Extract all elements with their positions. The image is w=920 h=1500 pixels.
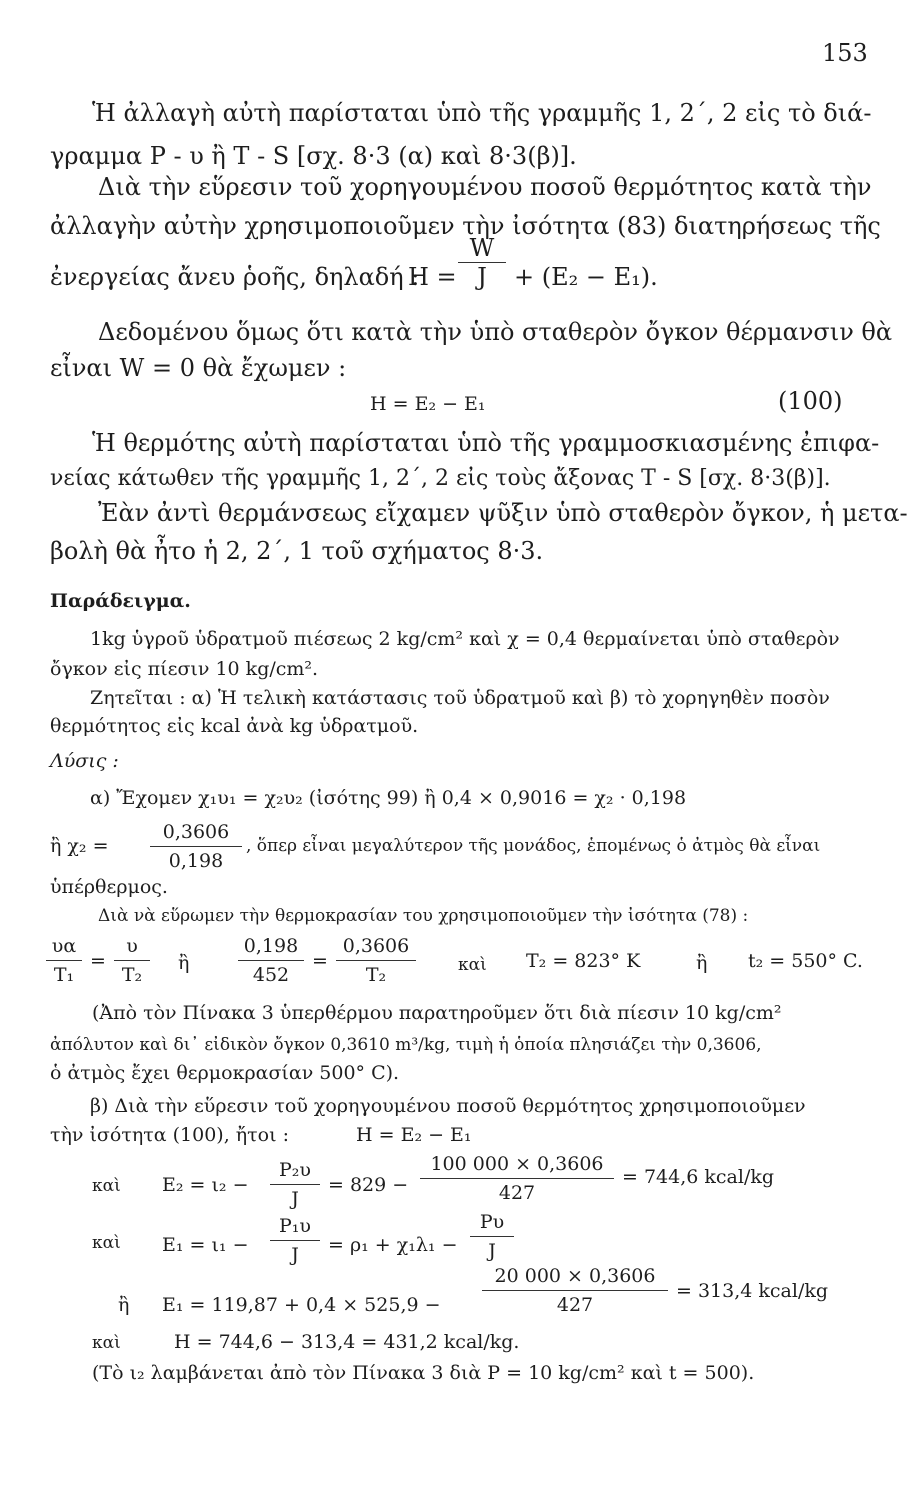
text-line: 1kg ὑγροῦ ὑδρατμοῦ πιέσεως 2 kg/cm² καὶ χ = 0,4 θερμαίνεται ὑπὸ σταθερὸν [90,628,840,650]
fraction-numerator: 0,3606 [342,935,410,957]
fraction-denominator: 427 [556,1294,594,1316]
fraction-numerator: υ [126,935,138,957]
fraction-va-t1 [46,934,82,987]
text-or: ἢ [118,1294,130,1316]
text-line: Διὰ τὴν εὕρεσιν τοῦ χορηγουμένου ποσοῦ θερμότητος κατὰ τὴν [98,173,872,201]
result-e2: = 744,6 kcal/kg [622,1166,775,1188]
text-line: νείας κάτωθεν τῆς γραμμῆς 1, 2΄, 2 εἰς τοὺς ἄξονας T - S [σχ. 8·3(β)]. [50,466,831,491]
result-t2-celsius: t₂ = 550° C. [748,950,863,972]
fraction-bar [46,960,82,961]
fraction-bar [114,960,150,961]
solution-label: Λύσις : [50,750,119,772]
fraction-numerator: 100 000 × 0,3606 [430,1153,604,1175]
fraction-numerator: 0,198 [243,935,299,957]
fraction-bar [150,846,242,847]
fraction-bar [470,1236,514,1237]
fraction-x2 [150,820,242,873]
text-line: εἶναι W = 0 θὰ ἔχωμεν : [50,354,347,382]
equation-middle: = ρ₁ + χ₁λ₁ − [328,1234,458,1256]
footnote-line: (Τὸ ι₂ λαμβάνεται ἀπὸ τὸν Πίνακα 3 διὰ P = 10 kg/cm² καὶ t = 500). [92,1362,755,1384]
fraction-denominator: T₂ [121,964,143,986]
text-and: καὶ [92,1233,121,1253]
text-line: ὁ ἀτμὸς ἔχει θερμοκρασίαν 500° C). [50,1062,400,1084]
fraction-p1v-j [270,1214,320,1267]
text-line: τὴν ἰσότητα (100), ἤτοι : [50,1124,290,1146]
section-heading: Παράδειγμα. [50,590,191,612]
fraction-denominator: T₂ [365,964,387,986]
fraction-100000 [420,1152,614,1205]
text-line: ὑπέρθερμος. [50,876,168,898]
text-line: β) Διὰ τὴν εὕρεσιν τοῦ χορηγουμένου ποσοῦ θερμότητος χρησιμοποιοῦμεν [90,1095,806,1117]
text-line: ἀλλαγὴν αὐτὴν χρησιμοποιοῦμεν τὴν ἰσότητα (83) διατηρήσεως τῆς [50,212,881,240]
fraction-v-t2 [114,934,150,987]
result-t2-kelvin: T₂ = 823° K [526,950,641,972]
page-number: 153 [822,39,868,67]
result-h: H = 744,6 − 313,4 = 431,2 kcal/kg. [174,1331,520,1353]
fraction-numerator: P₂υ [279,1159,311,1181]
fraction-w-over-j [458,236,506,289]
fraction-bar [482,1290,668,1291]
equation-rhs: + (E₂ − E₁). [514,263,658,291]
fraction-denominator: 452 [252,964,290,986]
fraction-numerator: W [469,234,495,262]
equals-sign: = [312,950,328,972]
text-line: ἀπόλυτον καὶ δι᾽ εἰδικὸν ὄγκον 0,3610 m³/kg, τιμὴ ἡ ὁποία πλησιάζει τὴν 0,3606, [50,1035,762,1055]
text-line: ὄγκον εἰς πίεσιν 10 kg/cm². [50,658,319,680]
fraction-03606-t2 [336,934,416,987]
text-line: θερμότητος εἰς kcal ἀνὰ kg ὑδρατμοῦ. [50,715,419,737]
fraction-denominator: J [477,263,487,291]
text-line: Διὰ νὰ εὕρωμεν τὴν θερμοκρασίαν του χρησιμοποιοῦμεν τὴν ἰσότητα (78) : [98,906,749,926]
equation-middle: = 829 − [328,1174,409,1196]
equation-100: H = E₂ − E₁ [370,393,486,415]
text-line: Ζητεῖται : α) Ἡ τελικὴ κατάστασις τοῦ ὑδρατμοῦ καὶ β) τὸ χορηγηθὲν ποσὸν [90,687,830,709]
fraction-20000 [482,1264,668,1317]
fraction-denominator: J [291,1244,299,1266]
equation-lhs: E₁ = 119,87 + 0,4 × 525,9 − [162,1294,441,1316]
fraction-0198-452 [238,934,304,987]
equation-lhs: ἢ χ₂ = [50,835,109,857]
text-line: Ἡ ἀλλαγὴ αὐτὴ παρίσταται ὑπὸ τῆς γραμμῆς 1, 2΄, 2 εἰς τὸ διά- [92,99,872,127]
fraction-bar [336,960,416,961]
fraction-bar [270,1184,320,1185]
fraction-bar [420,1178,614,1179]
fraction-denominator: J [488,1240,496,1262]
text-and: καὶ [458,955,487,975]
fraction-bar [238,960,304,961]
fraction-bar [270,1240,320,1241]
fraction-denominator: 427 [498,1182,536,1204]
result-e1: = 313,4 kcal/kg [676,1280,829,1302]
fraction-p2v-j [270,1158,320,1211]
fraction-denominator: T₁ [53,964,75,986]
equation-lhs: E₁ = ι₁ − [162,1234,249,1256]
fraction-numerator: 20 000 × 0,3606 [494,1265,656,1287]
text-line: βολὴ θὰ ἦτο ἡ 2, 2΄, 1 τοῦ σχήματος 8·3. [50,537,544,565]
text-and: καὶ [92,1176,121,1196]
fraction-numerator: Pυ [479,1211,505,1233]
fraction-numerator: P₁υ [279,1215,311,1237]
text-line: , ὅπερ εἶναι μεγαλύτερον τῆς μονάδος, ἑπομένως ὁ ἀτμὸς θὰ εἶναι [246,836,821,856]
text-line: γραμμα P - υ ἢ T - S [σχ. 8·3 (α) καὶ 8·3(β)]. [50,142,577,170]
fraction-denominator: J [291,1188,299,1210]
text-or: ἢ [696,952,708,974]
text-and: καὶ [92,1333,121,1353]
text-line: (Ἀπὸ τὸν Πίνακα 3 ὑπερθέρμου παρατηροῦμεν ὅτι διὰ πίεσιν 10 kg/cm² [92,1002,782,1024]
text-or: ἢ [178,952,190,974]
equation-lhs: E₂ = ι₂ − [162,1174,249,1196]
equation: H = E₂ − E₁ [356,1124,472,1146]
fraction-pv-j [470,1210,514,1263]
text-line: α) Ἔχομεν χ₁υ₁ = χ₂υ₂ (ἰσότης 99) ἢ 0,4 × 0,9016 = χ₂ · 0,198 [90,787,687,809]
text-line: ἐνεργείας ἄνευ ῥοῆς, δηλαδή : [50,263,420,291]
fraction-denominator: 0,198 [168,850,224,872]
fraction-numerator: 0,3606 [162,821,230,843]
text-line: Δεδομένου ὅμως ὅτι κατὰ τὴν ὑπὸ σταθερὸν ὄγκον θέρμανσιν θὰ [98,318,893,346]
fraction-numerator: υα [51,935,77,957]
text-line: Ἐὰν ἀντὶ θερμάνσεως εἴχαμεν ψῦξιν ὑπὸ σταθερὸν ὄγκον, ἡ μετα- [98,499,908,527]
equation-number: (100) [778,387,843,415]
equals-sign: = [90,950,106,972]
text-line: Ἡ θερμότης αὐτὴ παρίσταται ὑπὸ τῆς γραμμοσκιασμένης ἐπιφα- [92,429,880,457]
equation-lhs: H = [408,263,457,291]
